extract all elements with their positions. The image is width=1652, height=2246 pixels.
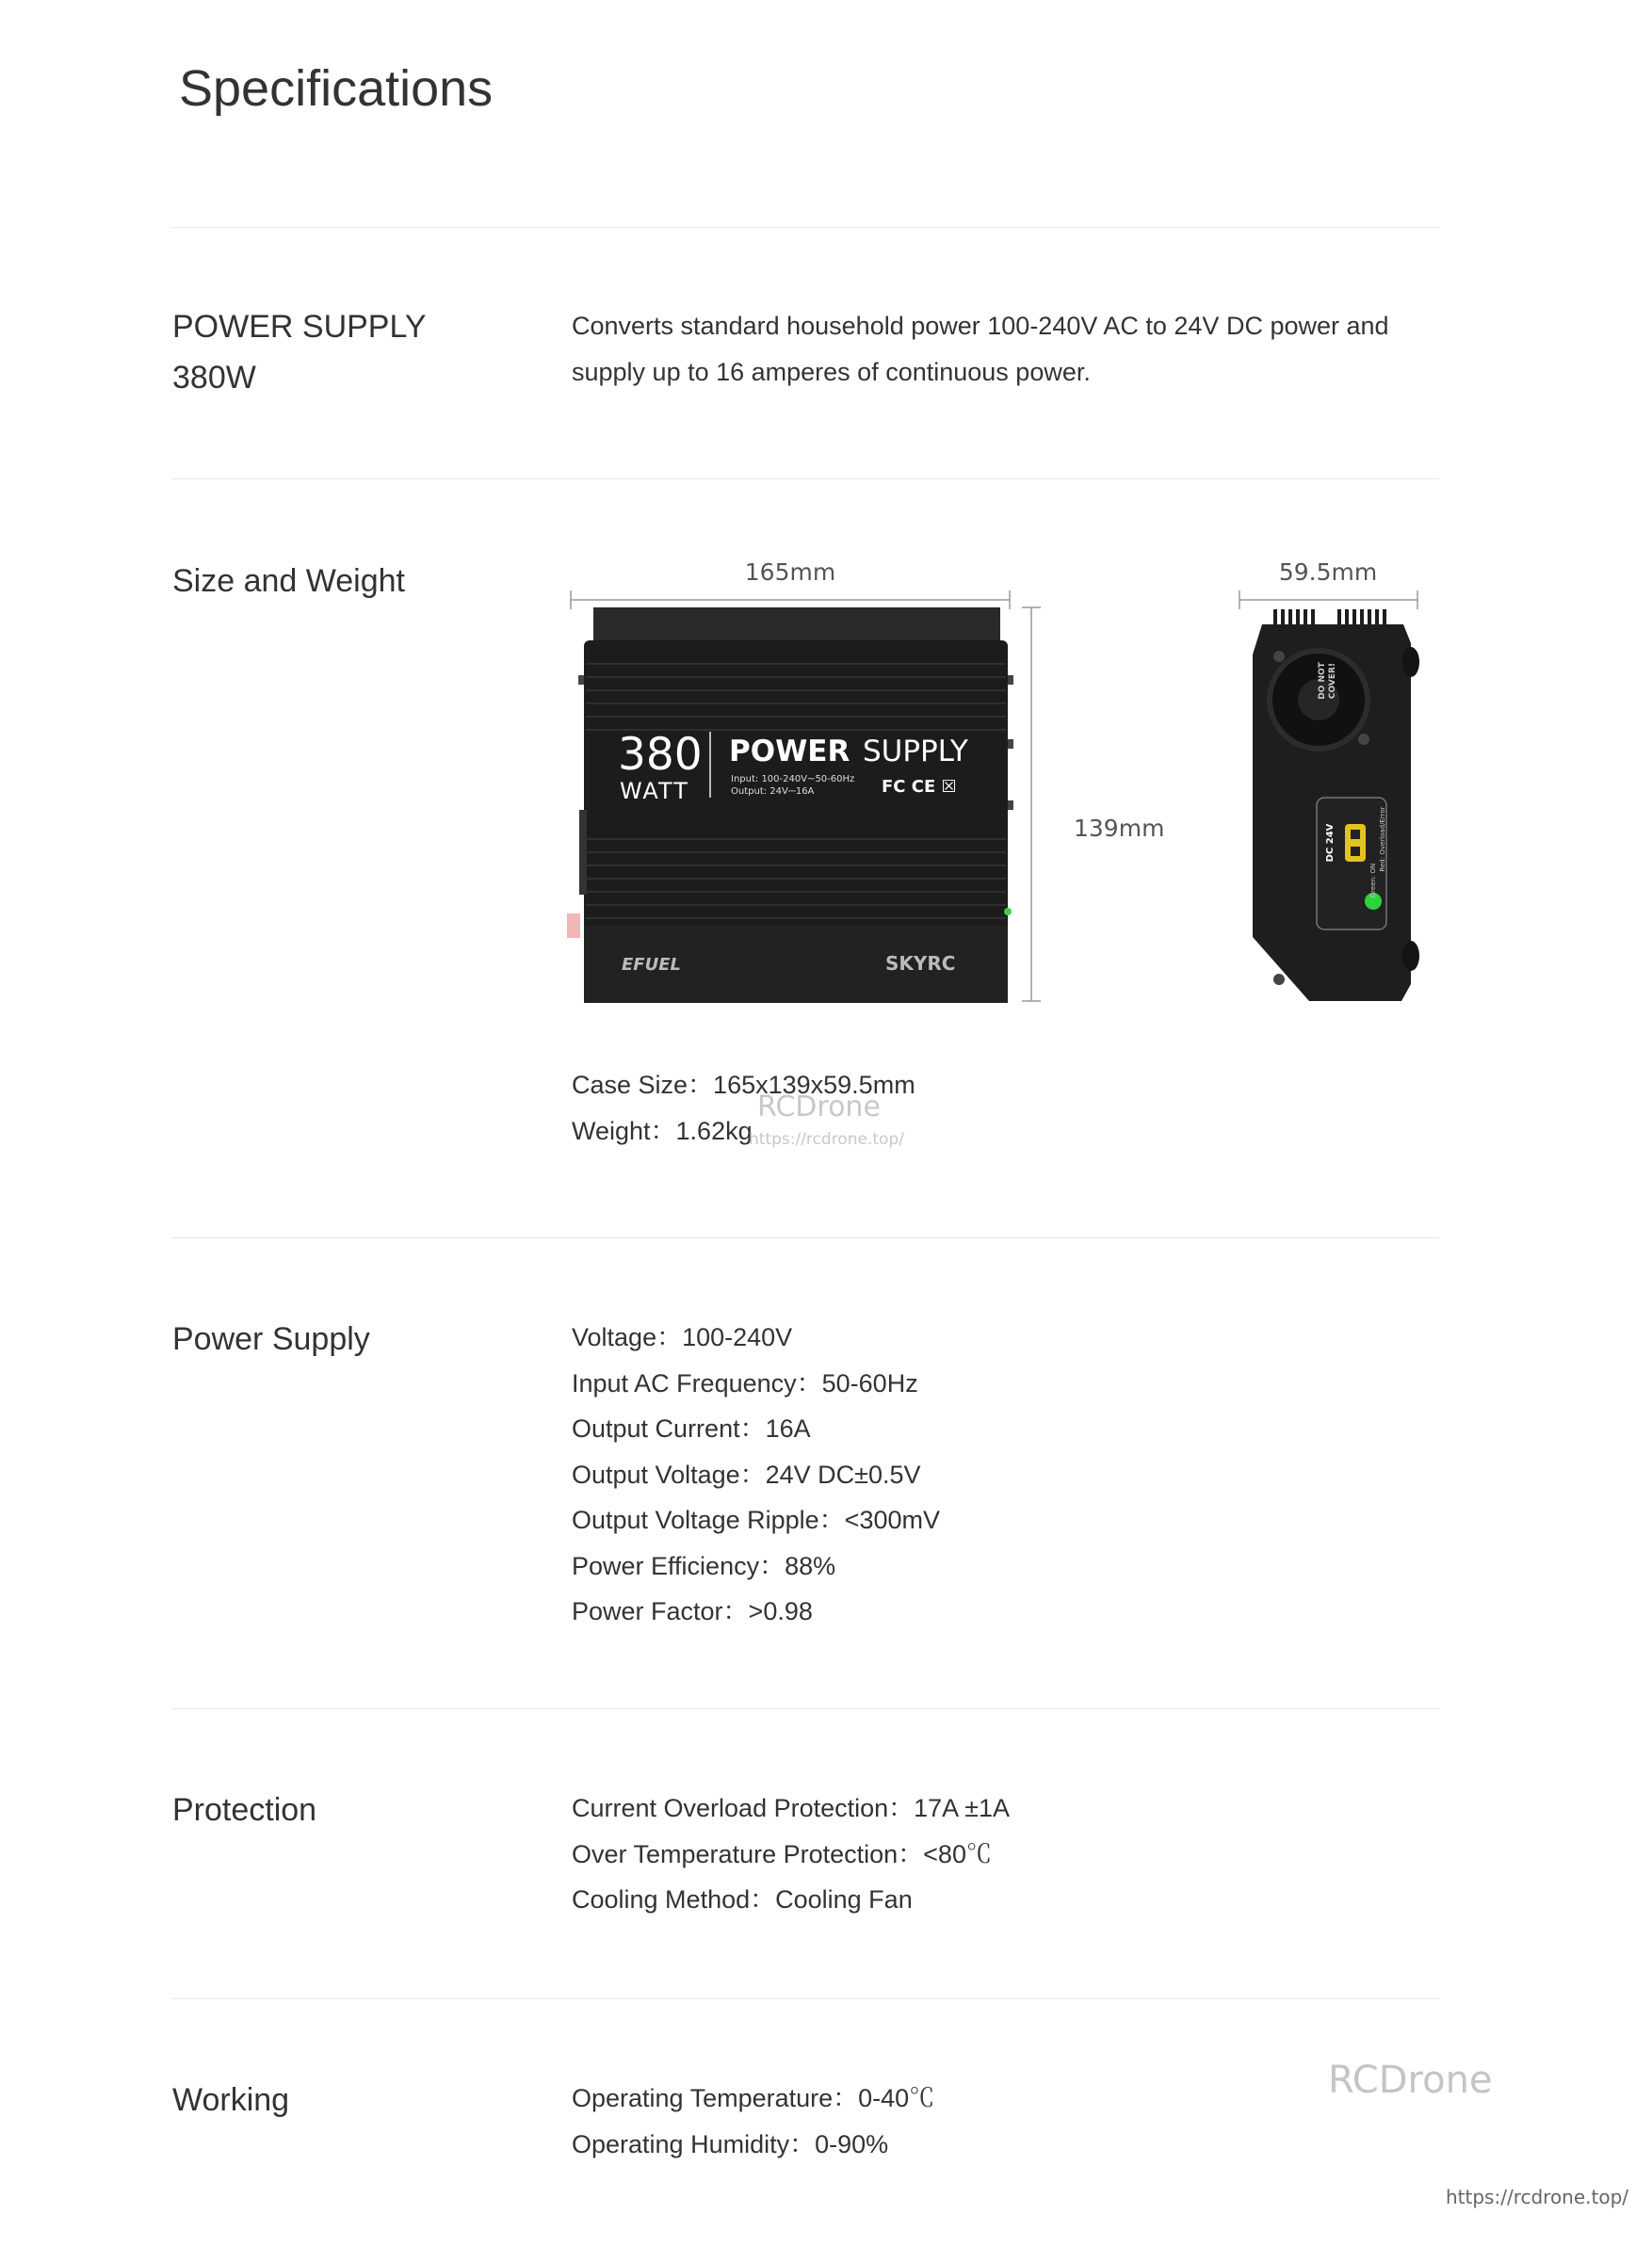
power-supply-specs — [572, 1315, 940, 1635]
page-title: Specifications — [179, 60, 494, 117]
certification-marks: FC CE ☒ — [882, 777, 957, 797]
led-label-1: Green: ON — [1369, 863, 1377, 898]
divider — [172, 1998, 1439, 1999]
section-description — [572, 303, 1419, 396]
label-line: POWER SUPPLY — [172, 309, 427, 345]
section-label-working: Working — [172, 2082, 290, 2118]
dim-width-label: 165mm — [744, 558, 836, 586]
watt-number: 380 — [618, 729, 703, 781]
divider — [172, 1237, 1439, 1238]
spec-item: Operating Temperature：0-40℃ — [572, 2084, 935, 2112]
spec-item: Input AC Frequency：50-60Hz — [572, 1368, 918, 1398]
supply-label: SUPPLY — [863, 735, 968, 768]
dc-port-label: DC 24V — [1325, 823, 1336, 863]
spec-item: Output Voltage Ripple：<300mV — [572, 1506, 940, 1534]
watermark-url: https://rcdrone.top/ — [749, 1130, 904, 1149]
dimension-height — [1022, 607, 1164, 1001]
spec-item: Current Overload Protection：17A ±1A — [572, 1794, 1011, 1822]
output-rating: Output: 24V⎓16A — [731, 786, 815, 797]
skyrc-logo: SKYRC — [885, 952, 956, 975]
watt-unit: WATT — [620, 778, 689, 804]
spec-item: Power Factor：>0.98 — [572, 1597, 813, 1625]
product-dimension-image — [565, 551, 1450, 1012]
section-label-power-supply-380w — [172, 301, 427, 403]
fan-warning-2: COVER! — [1328, 662, 1337, 700]
dim-height-label: 139mm — [1074, 815, 1165, 842]
divider — [172, 478, 1439, 479]
spec-item: Over Temperature Protection：<80℃ — [572, 1839, 992, 1868]
watermark-brand: RCDrone — [757, 1091, 881, 1123]
fan-warning-1: DO NOT — [1318, 662, 1327, 700]
dimension-depth — [1239, 558, 1417, 609]
section-label-protection: Protection — [172, 1792, 317, 1828]
spec-item: Output Current：16A — [572, 1414, 811, 1443]
spec-item: Weight：1.62kg — [572, 1116, 753, 1145]
dimension-width — [571, 558, 1010, 609]
divider — [172, 227, 1439, 228]
led-label-2: Red: Overload/Error — [1379, 806, 1386, 872]
spec-item: Case Size：165x139x59.5mm — [572, 1071, 915, 1099]
dim-depth-label: 59.5mm — [1278, 558, 1378, 586]
working-specs — [572, 2076, 934, 2167]
protection-specs — [572, 1785, 1010, 1923]
spec-item: Power Efficiency：88% — [572, 1551, 836, 1580]
section-label-size-weight: Size and Weight — [172, 563, 405, 599]
label-line: 380W — [172, 360, 256, 396]
section-label-power-supply: Power Supply — [172, 1321, 370, 1357]
power-supply-side-view — [1253, 609, 1419, 1001]
spec-item: Output Voltage：24V DC±0.5V — [572, 1460, 921, 1489]
spec-item: Operating Humidity：0-90% — [572, 2129, 889, 2158]
spec-item: Cooling Method：Cooling Fan — [572, 1885, 913, 1914]
power-label: POWER — [729, 735, 850, 768]
watermark-url-corner: https://rcdrone.top/ — [1446, 2186, 1629, 2208]
watermark-brand-corner: RCDrone — [1328, 2059, 1493, 2102]
divider — [172, 1708, 1439, 1709]
spec-item: Voltage：100-240V — [572, 1323, 793, 1351]
power-supply-front-view — [567, 607, 1013, 1003]
input-rating: Input: 100-240V~50-60Hz — [731, 774, 855, 784]
efuel-logo: EFUEL — [622, 955, 681, 975]
description-text: Converts standard household power 100-240V AC to 24V DC power and supply up to 16 amperes of continuous power. — [572, 312, 1389, 386]
